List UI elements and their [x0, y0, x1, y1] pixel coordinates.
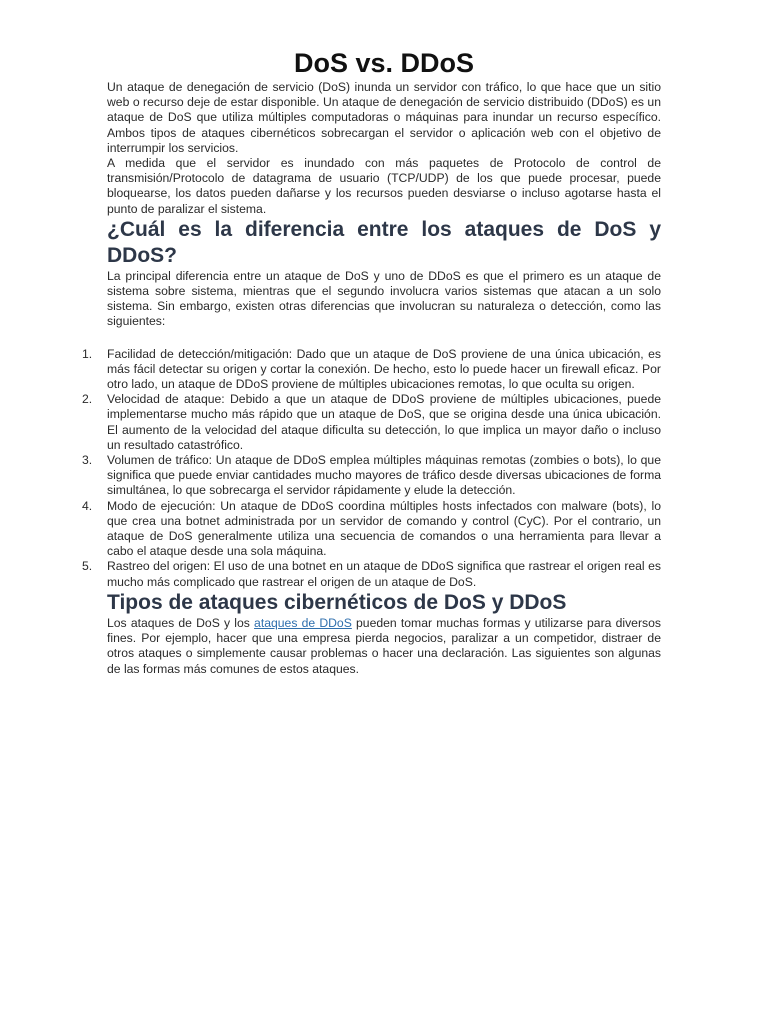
- types-heading: Tipos de ataques cibernéticos de DoS y DDoS: [107, 590, 567, 614]
- types-paragraph: [107, 616, 661, 677]
- intro-paragraph-1: Un ataque de denegación de servicio (DoS) inunda un servidor con tráfico, lo que hace que un sitio web o recurso deje de estar disponible. Un ataque de denegación de servicio distribuido (DDoS) es un ataque de DoS que utiliza múltiples computadoras o máquinas para inundar un recurso específico. Ambos tipos de ataques cibernéticos sobrecargan el servidor o aplicación web con el objetivo de interrumpir los servicios.: [107, 80, 661, 155]
- list-item-number: 5.: [82, 559, 93, 574]
- list-item: [82, 453, 661, 499]
- list-item-text: Facilidad de detección/mitigación: Dado que un ataque de DoS proviene de una única ubicación, es más fácil detectar su origen y cortar la conexión. De hecho, esto lo puede hacer un firewall eficaz. Por otro lado, un ataque de DDoS proviene de múltiples ubicaciones remotas, lo que oculta su origen.: [107, 346, 661, 392]
- list-item: [82, 346, 661, 393]
- types-text-after-link: pueden tomar muchas formas y utilizarse para diversos fines. Por ejemplo, hacer que una empresa pierda negocios, paralizar a un competidor, distraer de otros ataques o simplemente causar problemas o hacer una declaración. Las siguientes son algunas de las formas más comunes de estos ataques.: [107, 615, 661, 676]
- list-item-text: Velocidad de ataque: Debido a que un ataque de DDoS proviene de múltiples ubicaciones, puede implementarse mucho más rápido que un ataque de DoS, que se origina desde una única ubicación. El aumento de la velocidad del ataque dificulta su detección, lo que implica un mayor daño o incluso un resultado catastrófico.: [107, 392, 661, 452]
- list-item: [82, 559, 661, 589]
- difference-intro-paragraph: La principal diferencia entre un ataque de DoS y uno de DDoS es que el primero es un ataque de sistema sobre sistema, mientras que el segundo involucra varios sistemas que atacan a un solo sistema. Sin embargo, existen otras diferencias que involucran su naturaleza o detección, como las siguientes:: [107, 268, 661, 329]
- document-title: DoS vs. DDoS: [293, 48, 475, 78]
- list-item-number: 3.: [82, 453, 93, 468]
- difference-heading: ¿Cuál es la diferencia entre los ataques de DoS y DDoS?: [107, 217, 661, 267]
- list-item-number: 1.: [82, 346, 93, 361]
- list-item: [82, 498, 661, 560]
- list-item-number: 4.: [82, 498, 93, 513]
- list-item-number: 2.: [82, 392, 93, 407]
- list-item-text: Modo de ejecución: Un ataque de DDoS coordina múltiples hosts infectados con malware (bots), lo que crea una botnet administrada por un servidor de comando y control (CyC). Por el contrario, un ataque de DoS generalmente utiliza una secuencia de comandos o una herramienta para llevar a cabo el ataque desde una sola máquina.: [107, 498, 661, 559]
- intro-paragraph-2: A medida que el servidor es inundado con más paquetes de Protocolo de control de transmisión/Protocolo de datagrama de usuario (TCP/UDP) de los que puede procesar, puede bloquearse, los datos pueden dañarse y los recursos pueden desviarse o incluso agotarse hasta el punto de paralizar el sistema.: [107, 156, 661, 216]
- list-item-text: Rastreo del origen: El uso de una botnet en un ataque de DDoS significa que rastrear el origen real es mucho más complicado que rastrear el origen de un ataque de DoS.: [107, 559, 661, 589]
- types-text-before-link: Los ataques de DoS y los: [107, 615, 255, 630]
- ddos-attacks-link[interactable]: ataques de DDoS: [254, 615, 352, 630]
- list-item-text: Volumen de tráfico: Un ataque de DDoS emplea múltiples máquinas remotas (zombies o bots), lo que significa que puede enviar cantidades mucho mayores de tráfico desde diversas ubicaciones de forma simultánea, lo que sobrecarga el servidor rápidamente y elude la detección.: [107, 453, 661, 498]
- list-item: [82, 392, 661, 453]
- difference-list: [82, 346, 661, 590]
